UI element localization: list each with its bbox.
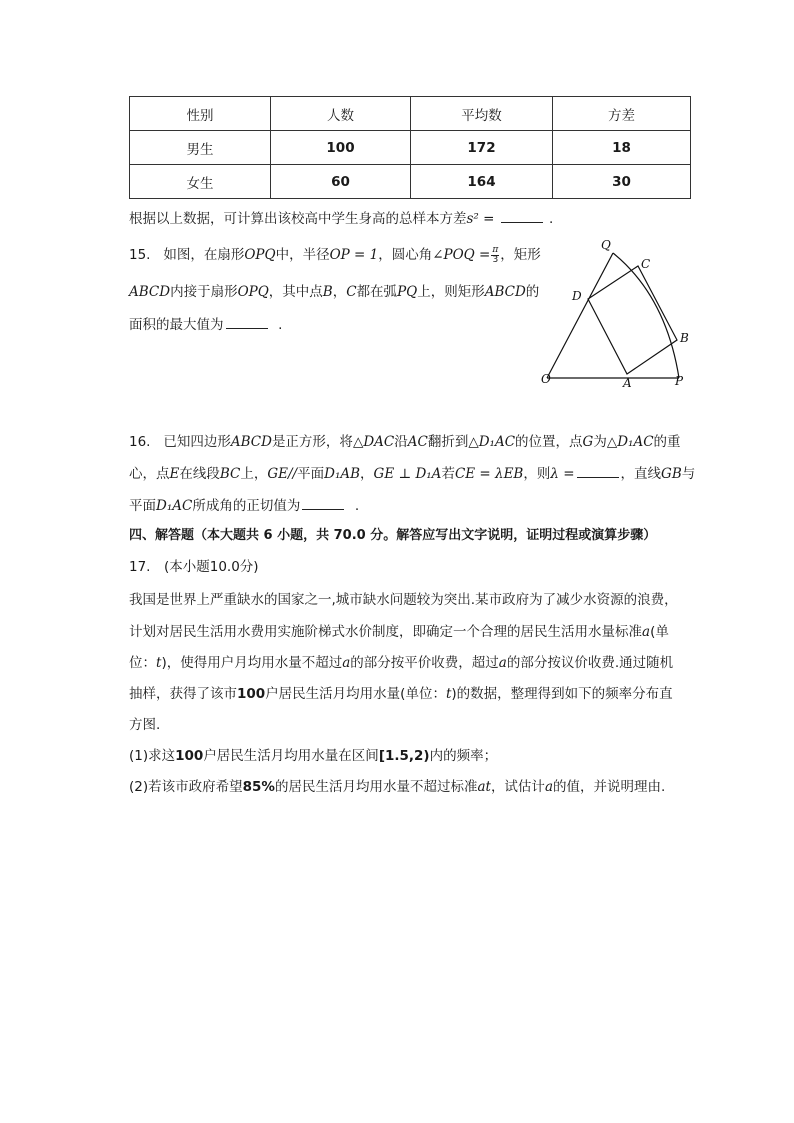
- fraction-bottom: 3: [492, 254, 499, 265]
- q17-text: 的居民生活月均用水量不超过标准: [274, 779, 478, 795]
- q16-text: 平面: [129, 498, 156, 514]
- table-cell: 女生: [130, 165, 271, 199]
- q17-para-line-1: 我国是世界上严重缺水的国家之一,城市缺水问题较为突出.某市政府为了减少水资源的浪费，: [129, 592, 678, 608]
- q16-text: 与: [681, 466, 696, 482]
- q17-text: 户居民生活月均用水量在区间: [203, 748, 379, 764]
- q16-text: 为: [593, 434, 607, 450]
- q17-math: a: [498, 655, 507, 671]
- q16-math: D₁AC: [156, 498, 193, 514]
- q16-text: ，则: [523, 466, 551, 482]
- question-number: 16.: [129, 434, 151, 450]
- q15-line-1: [129, 243, 541, 265]
- q16-line-2: [129, 462, 695, 482]
- q16-text: 所成角的正切值为: [192, 498, 301, 514]
- q15-text: ，其中点: [268, 284, 323, 300]
- stats-table: [129, 96, 691, 199]
- q16-text: 的位置，点: [515, 434, 583, 450]
- q17-text: )，使得用户月均用水量不超过: [161, 655, 343, 671]
- table-cell: 男生: [130, 131, 271, 165]
- q15-text: ，: [332, 284, 347, 300]
- q16-text: ，直线: [620, 466, 662, 482]
- q15-math: B: [322, 284, 333, 300]
- header-cell: 方差: [553, 97, 691, 131]
- table-row: [130, 165, 691, 199]
- q15-line-2: [129, 280, 539, 300]
- q17-text: 户居民生活月均用水量(单位：: [265, 686, 446, 702]
- answer-blank[interactable]: [501, 208, 543, 223]
- table-cell: 172: [411, 131, 553, 165]
- q17-text: (2)若该市政府希望: [129, 779, 243, 795]
- label-d: D: [572, 289, 582, 303]
- q16-text: 翻折到: [427, 434, 469, 450]
- q17-interval: [1.5,2): [378, 748, 430, 764]
- q15-text: 都在弧: [356, 284, 398, 300]
- fraction: [491, 246, 499, 265]
- q17-number: 100: [175, 748, 204, 764]
- q16-math: ABCD: [230, 434, 272, 450]
- label-q: Q: [601, 238, 611, 252]
- question-number: 15.: [129, 247, 151, 263]
- header-cell: 人数: [271, 97, 411, 131]
- q16-end: .: [354, 498, 360, 514]
- label-a: A: [623, 376, 632, 390]
- section-heading: 四、解答题（本大题共 6 小题，共 70.0 分。解答应写出文字说明，证明过程或演算步骤）: [129, 528, 657, 543]
- q17-number: 100: [237, 686, 266, 702]
- q16-text: 上，: [240, 466, 268, 482]
- q14-variance-line: [129, 207, 553, 227]
- answer-blank[interactable]: [577, 463, 619, 478]
- q16-math: λ =: [550, 466, 575, 482]
- q15-math: OPQ: [244, 247, 276, 263]
- q16-math: E: [169, 466, 180, 482]
- q16-line-1: [129, 430, 681, 450]
- table-cell: 164: [411, 165, 553, 199]
- q15-math: C: [346, 284, 357, 300]
- q16-text: 若: [441, 466, 455, 482]
- q15-text: 内接于扇形: [170, 284, 238, 300]
- q16-text: 的重: [653, 434, 681, 450]
- label-c: C: [641, 257, 651, 271]
- q16-line-3: [129, 494, 359, 514]
- q16-math: △DAC: [352, 434, 395, 450]
- q17-math: t: [445, 686, 452, 702]
- q17-header: 17. (本小题10.0分): [129, 559, 259, 575]
- sector-figure: [535, 232, 695, 392]
- label-p: P: [675, 374, 684, 388]
- q17-math: a: [544, 779, 553, 795]
- q17-text: 的值，并说明理由.: [553, 779, 666, 795]
- q15-math: PQ: [397, 284, 418, 300]
- radius-oq: [547, 253, 613, 378]
- q17-subquestion-1: [129, 744, 497, 764]
- q15-text: 如图，在扇形: [163, 247, 245, 263]
- q16-math: CE = λEB: [454, 466, 524, 482]
- q17-subquestion-2: [129, 775, 665, 795]
- q17-math: t: [156, 655, 162, 671]
- q17-text: 的部分按议价收费.通过随机: [506, 655, 674, 671]
- q15-math: ABCD: [129, 284, 171, 300]
- header-cell: 性别: [130, 97, 271, 131]
- q17-text: 的部分按平价收费，超过: [350, 655, 499, 671]
- table-cell: 18: [553, 131, 691, 165]
- q17-para-line-5: 方图.: [129, 717, 161, 733]
- q16-math: G: [582, 434, 594, 450]
- q16-text: 已知四边形: [163, 434, 231, 450]
- q15-math: OP = 1: [329, 247, 379, 263]
- table-cell: 60: [271, 165, 411, 199]
- table-cell: 30: [553, 165, 691, 199]
- q17-text: ，试估计: [490, 779, 545, 795]
- q16-math: GB: [661, 466, 682, 482]
- q15-end: .: [278, 317, 283, 333]
- q16-text: 沿: [394, 434, 408, 450]
- q17-para-line-4: [129, 682, 673, 702]
- q16-math: △D₁AC: [606, 434, 654, 450]
- fraction-top: π: [492, 244, 499, 255]
- q16-text: 心，点: [129, 466, 170, 482]
- q14-eq: =: [478, 211, 499, 227]
- label-o: O: [541, 372, 551, 386]
- q17-math: at: [477, 779, 491, 795]
- q17-math: a: [642, 624, 651, 640]
- q16-math: GE//: [267, 466, 298, 482]
- q15-line-3: [129, 313, 282, 333]
- label-b: B: [680, 331, 689, 345]
- q15-text: 中，半径: [275, 247, 330, 263]
- q15-math: ∠POQ =: [432, 247, 491, 263]
- q16-text: 在线段: [179, 466, 220, 482]
- q17-number: 85%: [242, 779, 275, 795]
- q14-var: s²: [466, 211, 479, 227]
- q16-text: 平面: [297, 466, 325, 482]
- table-header-row: [130, 97, 691, 131]
- answer-blank[interactable]: [302, 495, 344, 510]
- q17-math: a: [342, 655, 351, 671]
- q17-para-line-3: [129, 651, 673, 671]
- q16-text: ，: [360, 466, 374, 482]
- q17-text: (1)求这: [129, 748, 176, 764]
- q16-math: AC: [407, 434, 428, 450]
- q17-text: 计划对居民生活用水费用实施阶梯式水价制度，即确定一个合理的居民生活用水量标准: [129, 624, 642, 640]
- q16-text: 是正方形，将: [271, 434, 353, 450]
- q17-text: 位：: [129, 655, 156, 671]
- q15-text: 面积的最大值为: [129, 317, 224, 333]
- table-cell: 100: [271, 131, 411, 165]
- q14-end: .: [549, 211, 554, 227]
- q17-text: 内的频率；: [429, 748, 498, 764]
- q15-text: ，圆心角: [378, 247, 433, 263]
- q14-text: 根据以上数据，可计算出该校高中学生身高的总样本方差: [129, 211, 467, 227]
- table-row: [130, 131, 691, 165]
- header-cell: 平均数: [411, 97, 553, 131]
- answer-blank[interactable]: [226, 314, 268, 329]
- q15-text: 上，则矩形: [417, 284, 485, 300]
- q15-math: OPQ: [237, 284, 269, 300]
- arc-pq: [613, 253, 679, 378]
- q16-math: BC: [219, 466, 241, 482]
- rectangle-abcd: [588, 266, 677, 374]
- q15-text: ，矩形: [500, 247, 541, 263]
- q16-math: △D₁AC: [468, 434, 516, 450]
- q17-para-line-2: [129, 620, 669, 640]
- q17-text: )的数据，整理得到如下的频率分布直: [451, 686, 673, 702]
- q16-math: GE ⊥ D₁A: [373, 466, 442, 482]
- q15-math: ABCD: [484, 284, 526, 300]
- q17-text: 抽样，获得了该市: [129, 686, 237, 702]
- q16-math: D₁AB: [324, 466, 361, 482]
- q15-text: 的: [525, 284, 540, 300]
- q17-text: (单: [650, 624, 669, 640]
